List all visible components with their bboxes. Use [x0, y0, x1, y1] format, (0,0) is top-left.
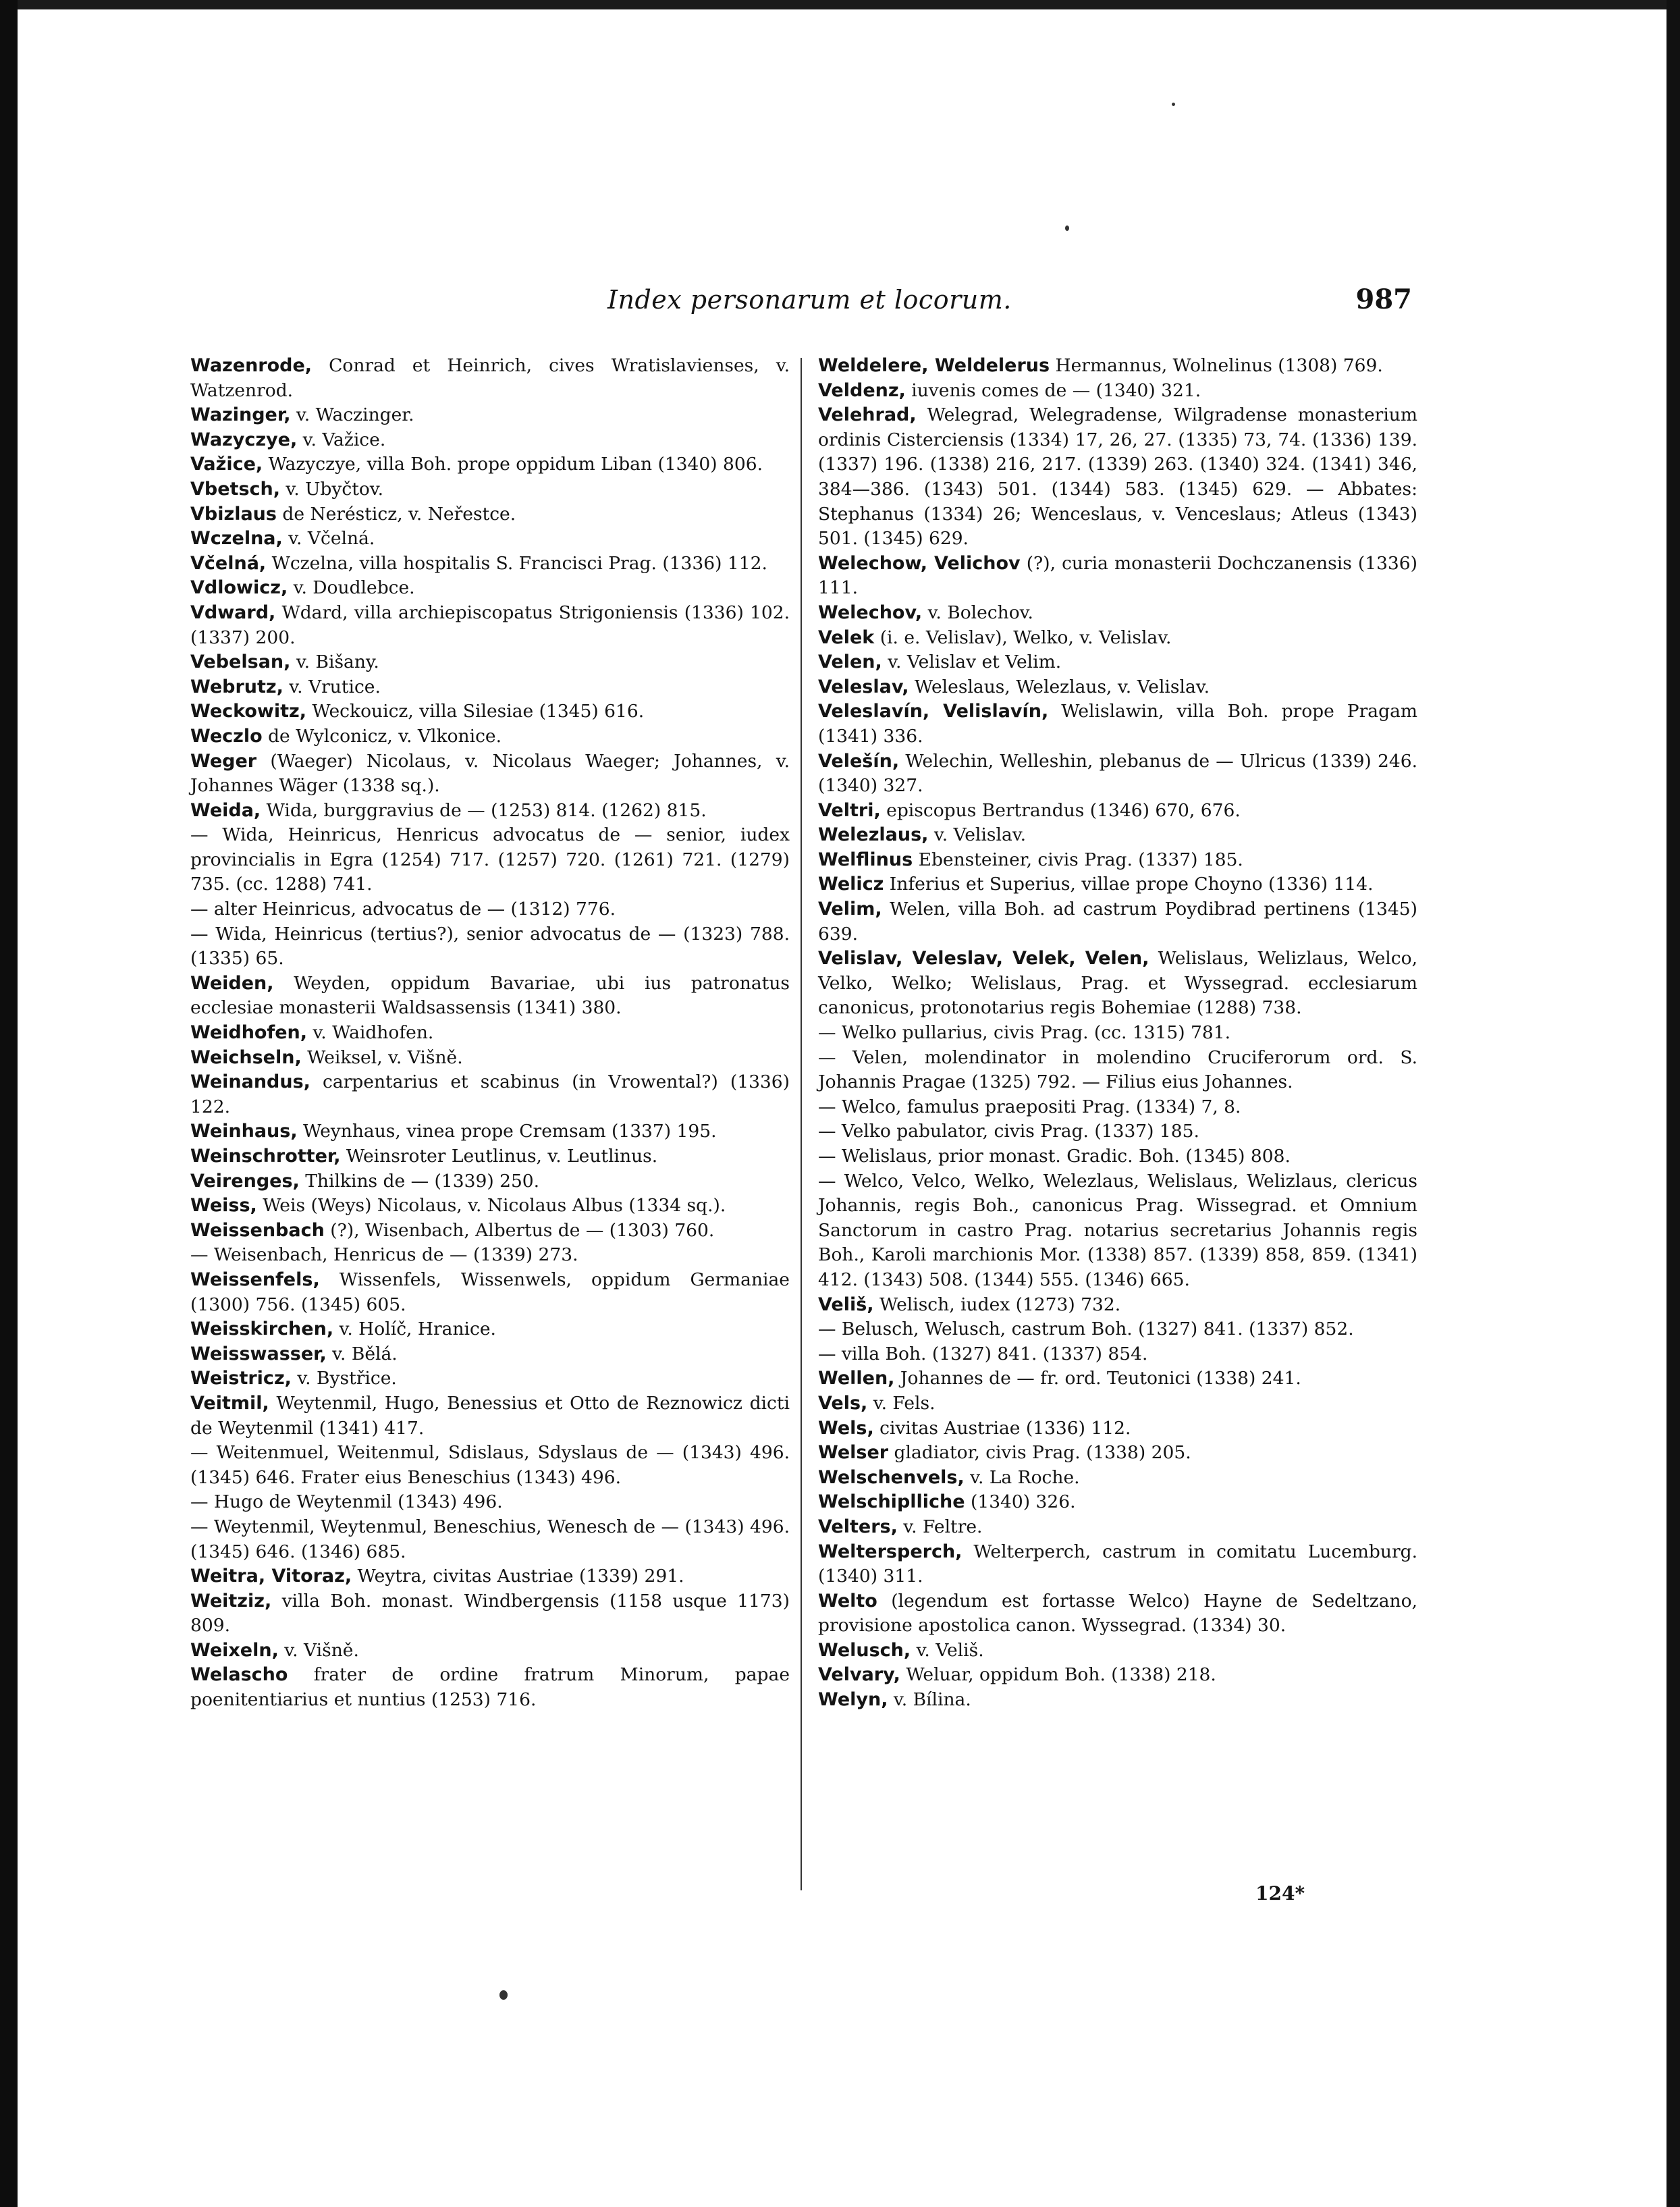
entry-text: Weynhaus, vinea prope Cremsam (1337) 195.: [297, 1121, 717, 1142]
index-entry: [818, 1589, 1417, 1639]
index-entry: [190, 1021, 790, 1046]
entry-headword: Weinhaus,: [190, 1121, 298, 1142]
entry-headword: Weinandus,: [190, 1071, 310, 1093]
index-entry: [190, 1219, 790, 1244]
index-entry: [190, 1317, 790, 1342]
entry-text: — alter Heinricus, advocatus de — (1312) 776.: [190, 899, 616, 920]
index-entry: [818, 403, 1417, 552]
index-entry: [818, 650, 1417, 675]
index-entry: [818, 675, 1417, 700]
index-entry: [190, 403, 790, 428]
entry-headword: Welascho: [190, 1664, 288, 1686]
entry-text: — Weisenbach, Henricus de — (1339) 273.: [190, 1244, 578, 1266]
entry-text: frater de ordine fratrum Minorum, papae poenitentiarius et nuntius (1253) 716.: [190, 1664, 790, 1711]
index-entry: [818, 1416, 1417, 1441]
entry-text: carpentarius et scabinus (in Vrowental?) (1336) 122.: [190, 1071, 790, 1117]
entry-text: v. La Roche.: [964, 1466, 1080, 1488]
entry-text: v. Waidhofen.: [307, 1022, 434, 1044]
entry-headword: Wazinger,: [190, 404, 291, 426]
entry-headword: Vdward,: [190, 602, 276, 623]
ink-speck: [1065, 225, 1069, 231]
entry-text: — Welislaus, prior monast. Gradic. Boh. (1345) 808.: [818, 1146, 1291, 1167]
entry-headword: Welschiplliche: [818, 1491, 965, 1513]
index-entry: [190, 1169, 790, 1194]
entry-text: Wissenfels, Wissenwels, oppidum Germaniae (1300) 756. (1345) 605.: [190, 1269, 790, 1315]
index-entry: [818, 947, 1417, 1021]
entry-headword: Welechow, Velichov: [818, 552, 1021, 574]
entry-text: Welechin, Welleshin, plebanus de — Ulricus (1339) 246. (1340) 327.: [818, 750, 1417, 797]
index-entry: [818, 626, 1417, 651]
entry-text: — Velko pabulator, civis Prag. (1337) 185.: [818, 1121, 1199, 1142]
index-entry: [818, 1342, 1417, 1367]
scan-edge-top: [0, 0, 1680, 9]
entry-text: Weytra, civitas Austriae (1339) 291.: [352, 1566, 684, 1587]
entry-text: Weluar, oppidum Boh. (1338) 218.: [900, 1664, 1216, 1686]
entry-headword: Wczelna,: [190, 528, 283, 550]
entry-text: Welterperch, castrum in comitatu Lucemburg. (1340) 311.: [818, 1541, 1417, 1587]
index-entry: [818, 552, 1417, 601]
entry-headword: Velvary,: [818, 1664, 900, 1686]
index-entry: [190, 1046, 790, 1071]
entry-text: v. Bílina.: [888, 1689, 971, 1711]
entry-text: v. Feltre.: [897, 1516, 983, 1537]
index-entry: [190, 502, 790, 527]
entry-text: v. Bišany.: [290, 652, 379, 673]
running-header: [189, 282, 1412, 323]
index-entry: [818, 601, 1417, 626]
index-entry: [190, 428, 790, 453]
index-entry: [190, 972, 790, 1021]
column-divider: [801, 358, 802, 1890]
entry-text: v. Fels.: [867, 1392, 936, 1414]
index-entry: [818, 1391, 1417, 1416]
entry-headword: Webrutz,: [190, 676, 283, 697]
index-entry: [818, 1466, 1417, 1491]
entry-text: Welen, villa Boh. ad castrum Poydibrad pertinens (1345) 639.: [818, 899, 1417, 945]
entry-headword: Welicz: [818, 874, 884, 895]
index-entry: [818, 1144, 1417, 1169]
index-entry: [190, 1194, 790, 1219]
entry-text: v. Ubyčtov.: [280, 478, 384, 500]
entry-text: v. Važice.: [297, 429, 386, 450]
entry-text: gladiator, civis Prag. (1338) 205.: [888, 1442, 1191, 1464]
index-entry: [818, 379, 1417, 404]
entry-headword: Veldenz,: [818, 379, 906, 401]
entry-text: — Welco, Velco, Welko, Welezlaus, Welislaus, Welizlaus, clericus Johannis, regis Boh., canonicus Prag. Wissegrad. et Omnium Sanctorum in castro Prag. notarius secretarius Johannis regis Boh., Karoli marchionis Mor. (1338) 857. (1339) 858, 859. (1341) 412. (1343) 508. (1344) 555. (1346) 665.: [818, 1170, 1417, 1290]
entry-text: de Wylconicz, v. Vlkonice.: [262, 725, 502, 747]
entry-headword: Vels,: [818, 1392, 868, 1414]
entry-text: — Velen, molendinator in molendino Cruciferorum ord. S. Johannis Pragae (1325) 792. — Filius eius Johannes.: [818, 1046, 1417, 1093]
index-entry: [190, 452, 790, 477]
entry-headword: Weisskirchen,: [190, 1319, 334, 1340]
entry-text: (legendum est fortasse Welco) Hayne de Sedeltzano, provisione apostolica canon. Wyssegrad. (1334) 30.: [818, 1590, 1417, 1637]
index-entry: [190, 1441, 790, 1490]
entry-text: — Weytenmil, Weytenmul, Beneschius, Wenesch de — (1343) 496. (1345) 646. (1346) 685.: [190, 1516, 790, 1562]
entry-text: Welisch, iudex (1273) 732.: [873, 1294, 1121, 1315]
entry-headword: Weida,: [190, 799, 261, 821]
index-entry: [190, 1663, 790, 1712]
entry-text: Welislawin, villa Boh. prope Pragam (1341) 336.: [818, 701, 1417, 747]
entry-headword: Veltri,: [818, 799, 881, 821]
entry-headword: Welezlaus,: [818, 824, 929, 846]
index-entry: [190, 675, 790, 700]
entry-headword: Weichseln,: [190, 1046, 302, 1068]
entry-text: episcopus Bertrandus (1346) 670, 676.: [880, 799, 1241, 821]
entry-headword: Weiden,: [190, 972, 274, 994]
entry-headword: Wellen,: [818, 1368, 895, 1389]
entry-text: Weyden, oppidum Bavariae, ubi ius patronatus ecclesiae monasterii Waldsassensis (1341) 380.: [190, 972, 790, 1019]
entry-headword: Welflinus: [818, 849, 913, 870]
entry-headword: Veleslav,: [818, 676, 909, 697]
index-entry: [818, 1366, 1417, 1391]
entry-headword: Weger: [190, 750, 257, 772]
entry-text: (Waeger) Nicolaus, v. Nicolaus Waeger; Johannes, v. Johannes Wäger (1338 sq.).: [190, 750, 790, 797]
entry-text: Weinsroter Leutlinus, v. Leutlinus.: [340, 1146, 658, 1167]
entry-headword: Wels,: [818, 1417, 874, 1439]
index-entry: [818, 1515, 1417, 1540]
entry-text: (?), curia monasterii Dochczanensis (1336) 111.: [818, 552, 1417, 599]
index-entry: [818, 848, 1417, 873]
entry-text: Welislaus, Welizlaus, Welco, Velko, Welko; Welislaus, Prag. et Wyssegrad. ecclesiarum canonicus, protonotarius regis Bohemiae (1288) 738.: [818, 948, 1417, 1019]
index-entry: [190, 823, 790, 897]
entry-headword: Weixeln,: [190, 1639, 279, 1661]
entry-text: — Welco, famulus praepositi Prag. (1334) 7, 8.: [818, 1096, 1241, 1117]
entry-headword: Weidhofen,: [190, 1022, 308, 1044]
index-entry: [818, 872, 1417, 897]
index-entry: [190, 1490, 790, 1515]
index-entry: [190, 576, 790, 601]
entry-headword: Weinschrotter,: [190, 1146, 341, 1167]
index-entry: [818, 799, 1417, 824]
entry-headword: Velek: [818, 627, 875, 648]
entry-text: Weckouicz, villa Silesiae (1345) 616.: [306, 701, 645, 722]
entry-text: Weytenmil, Hugo, Benessius et Otto de Reznowicz dicti de Weytenmil (1341) 417.: [190, 1392, 790, 1439]
right-column: [818, 354, 1417, 1713]
entry-headword: Weczlo: [190, 725, 263, 747]
entry-headword: Weitra, Vitoraz,: [190, 1566, 352, 1587]
entry-text: — Wida, Heinricus, Henricus advocatus de — senior, iudex provincialis in Egra (1254) 717. (1257) 720. (1261) 721. (1279) 735. (cc. 1288) 741.: [190, 824, 790, 895]
entry-text: Weis (Weys) Nicolaus, v. Nicolaus Albus (1334 sq.).: [256, 1195, 726, 1217]
index-entry: [190, 1070, 790, 1119]
index-entry: [190, 527, 790, 552]
index-entry: [818, 1169, 1417, 1293]
entry-headword: Welto: [818, 1590, 877, 1612]
index-entry: [818, 823, 1417, 848]
index-entry: [190, 650, 790, 675]
index-entry: [818, 1021, 1417, 1046]
entry-text: de Nerésticz, v. Neřestce.: [276, 503, 516, 525]
entry-headword: Velters,: [818, 1516, 898, 1537]
entry-headword: Velehrad,: [818, 404, 917, 426]
index-entry: [190, 1589, 790, 1639]
index-entry: [190, 601, 790, 650]
index-entry: [818, 1490, 1417, 1515]
index-entry: [818, 1293, 1417, 1318]
index-entry: [190, 1391, 790, 1441]
entry-text: Wida, burggravius de — (1253) 814. (1262) 815.: [261, 799, 707, 821]
entry-text: iuvenis comes de — (1340) 321.: [905, 379, 1201, 401]
index-entry: [818, 749, 1417, 799]
entry-text: Thilkins de — (1339) 250.: [299, 1170, 540, 1192]
index-entry: [818, 354, 1417, 379]
entry-text: Wazyczye, villa Boh. prope oppidum Liban (1340) 806.: [263, 454, 763, 475]
entry-text: Johannes de — fr. ord. Teutonici (1338) 241.: [894, 1368, 1301, 1389]
entry-headword: Welechov,: [818, 602, 923, 623]
entry-text: Weiksel, v. Višně.: [301, 1046, 463, 1068]
entry-text: civitas Austriae (1336) 112.: [873, 1417, 1131, 1439]
entry-headword: Velim,: [818, 899, 882, 920]
index-entry: [190, 1366, 790, 1391]
entry-headword: Welschenvels,: [818, 1466, 965, 1488]
entry-text: v. Bolechov.: [922, 602, 1033, 623]
index-entry: [818, 699, 1417, 749]
entry-headword: Weissenbach: [190, 1219, 325, 1241]
entry-headword: Veitmil,: [190, 1392, 269, 1414]
entry-text: Welegrad, Welegradense, Wilgradense monasterium ordinis Cisterciensis (1334) 17, 26, 27. (1335) 73, 74. (1336) 139. (1337) 196. (1338) 216, 217. (1339) 263. (1340) 324. (1341) 346, 384—386. (1343) 501. (1344) 583. (1345) 629. — Abbates: Stephanus (1334) 26; Wenceslaus, v. Venceslaus; Atleus (1343) 501. (1345) 629.: [818, 404, 1417, 550]
entry-headword: Welyn,: [818, 1689, 888, 1711]
entry-headword: Weitziz,: [190, 1590, 272, 1612]
entry-headword: Wazyczye,: [190, 429, 298, 450]
entry-headword: Weiss,: [190, 1195, 257, 1217]
scan-edge-right: [1667, 0, 1680, 2207]
entry-text: Ebensteiner, civis Prag. (1337) 185.: [913, 849, 1243, 870]
index-entry: [190, 1268, 790, 1317]
index-entry: [818, 897, 1417, 947]
entry-text: — Hugo de Weytenmil (1343) 496.: [190, 1491, 503, 1513]
index-entry: [190, 1515, 790, 1564]
entry-headword: Velislav, Veleslav, Velek, Velen,: [818, 948, 1149, 969]
entry-headword: Weissenfels,: [190, 1269, 320, 1290]
entry-text: v. Bystřice.: [291, 1368, 397, 1389]
index-entry: [190, 1342, 790, 1367]
index-entry: [190, 1564, 790, 1589]
index-entry: [818, 1441, 1417, 1466]
entry-text: — villa Boh. (1327) 841. (1337) 854.: [818, 1343, 1148, 1364]
entry-text: v. Bělá.: [326, 1343, 398, 1364]
entry-headword: Velen,: [818, 652, 882, 673]
index-entry: [190, 699, 790, 724]
entry-headword: Veleslavín, Velislavín,: [818, 701, 1049, 722]
entry-headword: Vbizlaus: [190, 503, 277, 525]
entry-headword: Weistricz,: [190, 1368, 292, 1389]
index-entry: [190, 354, 790, 403]
entry-headword: Važice,: [190, 454, 263, 475]
entry-text: v. Vrutice.: [283, 676, 381, 697]
index-entry: [190, 552, 790, 577]
index-entry: [190, 799, 790, 824]
entry-text: — Weitenmuel, Weitenmul, Sdislaus, Sdyslaus de — (1343) 496. (1345) 646. Frater eius Beneschius (1343) 496.: [190, 1442, 790, 1488]
entry-text: v. Veliš.: [911, 1639, 984, 1661]
entry-headword: Velešín,: [818, 750, 900, 772]
entry-text: v. Holíč, Hranice.: [333, 1319, 496, 1340]
entry-headword: Vbetsch,: [190, 478, 280, 500]
index-entry: [818, 1119, 1417, 1144]
index-entry: [818, 1540, 1417, 1589]
index-entry: [190, 1119, 790, 1144]
entry-text: — Wida, Heinricus (tertius?), senior advocatus de — (1323) 788. (1335) 65.: [190, 923, 790, 969]
entry-headword: Welusch,: [818, 1639, 911, 1661]
entry-text: v. Waczinger.: [290, 404, 414, 426]
signature-mark: 124*: [1255, 1882, 1305, 1905]
entry-headword: Weldelere, Weldelerus: [818, 355, 1050, 376]
index-entry: [190, 749, 790, 799]
entry-text: — Welko pullarius, civis Prag. (cc. 1315) 781.: [818, 1022, 1231, 1044]
scan-edge-left: [0, 0, 18, 2207]
entry-text: (i. e. Velislav), Welko, v. Velislav.: [874, 627, 1172, 648]
index-entry: [190, 477, 790, 502]
entry-text: v. Doudlebce.: [288, 577, 415, 599]
index-entry: [818, 1046, 1417, 1095]
entry-text: Wdard, villa archiepiscopatus Strigoniensis (1336) 102. (1337) 200.: [190, 602, 790, 648]
index-entry: [818, 1317, 1417, 1342]
left-column: [190, 354, 790, 1713]
entry-headword: Weltersperch,: [818, 1541, 963, 1562]
ink-speck: [499, 1990, 508, 2000]
entry-text: (?), Wisenbach, Albertus de — (1303) 760.: [324, 1219, 715, 1241]
ink-speck: [1172, 103, 1175, 106]
entry-text: (1340) 326.: [965, 1491, 1076, 1513]
entry-text: Conrad et Heinrich, cives Wratislavienses, v. Watzenrod.: [190, 355, 790, 401]
index-entry: [818, 1639, 1417, 1664]
index-entry: [190, 1144, 790, 1169]
index-entry: [190, 1639, 790, 1664]
entry-headword: Veirenges,: [190, 1170, 300, 1192]
entry-text: v. Višně.: [278, 1639, 359, 1661]
page-title: Index personarum et locorum.: [607, 285, 1012, 315]
index-entry: [190, 724, 790, 749]
index-entry: [190, 922, 790, 972]
entry-text: v. Velislav et Velim.: [882, 652, 1062, 673]
entry-text: Weleslaus, Welezlaus, v. Velislav.: [909, 676, 1210, 697]
entry-headword: Weckowitz,: [190, 701, 306, 722]
entry-text: — Belusch, Welusch, castrum Boh. (1327) 841. (1337) 852.: [818, 1319, 1354, 1340]
entry-headword: Welser: [818, 1442, 889, 1464]
entry-headword: Weisswasser,: [190, 1343, 327, 1364]
entry-text: Inferius et Superius, villae prope Choyno (1336) 114.: [884, 874, 1374, 895]
index-entry: [190, 897, 790, 922]
page-number: 987: [1355, 284, 1412, 315]
entry-text: Hermannus, Wolnelinus (1308) 769.: [1050, 355, 1383, 376]
entry-text: v. Velislav.: [928, 824, 1026, 846]
index-entry: [818, 1688, 1417, 1713]
entry-headword: Vebelsan,: [190, 652, 291, 673]
entry-text: v. Včelná.: [282, 528, 375, 550]
index-entry: [190, 1243, 790, 1268]
index-entry: [818, 1663, 1417, 1688]
entry-text: villa Boh. monast. Windbergensis (1158 usque 1173) 809.: [190, 1590, 790, 1637]
index-entry: [818, 1095, 1417, 1120]
entry-headword: Vdlowicz,: [190, 577, 288, 599]
entry-text: Wczelna, villa hospitalis S. Francisci Prag. (1336) 112.: [266, 552, 767, 574]
entry-headword: Včelná,: [190, 552, 267, 574]
entry-headword: Wazenrode,: [190, 355, 313, 376]
entry-headword: Veliš,: [818, 1294, 874, 1315]
